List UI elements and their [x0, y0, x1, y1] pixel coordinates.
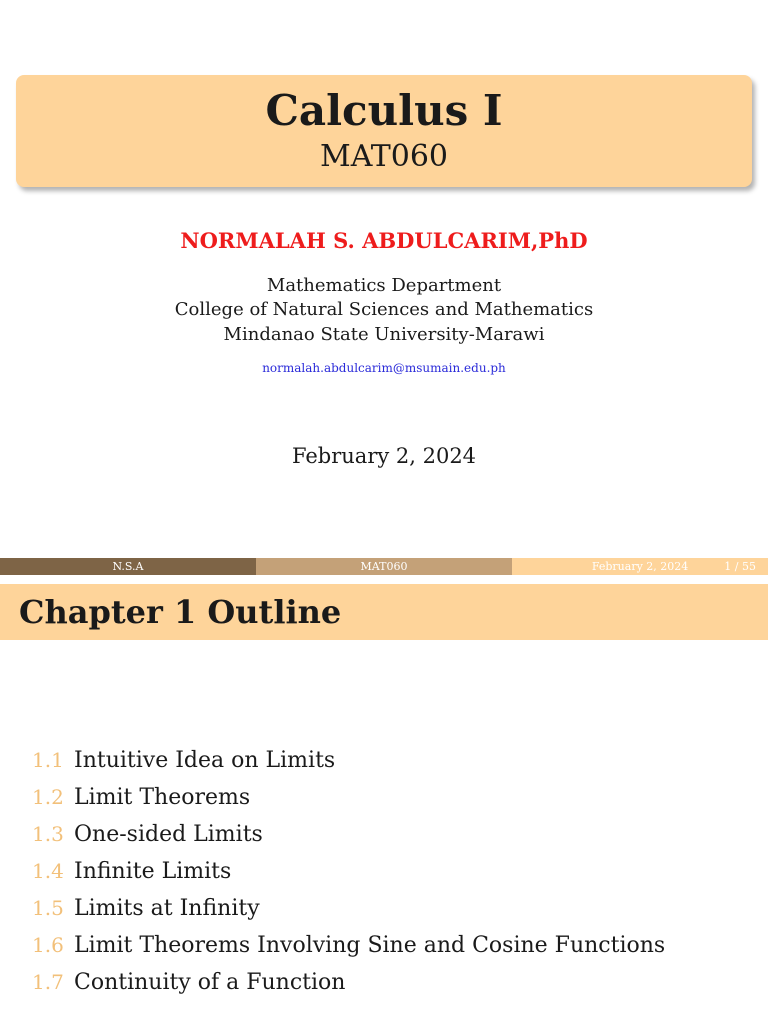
outline-item[interactable] — [32, 890, 752, 927]
outline-item[interactable] — [32, 742, 752, 779]
title-box — [16, 75, 752, 187]
outline-list — [32, 742, 752, 1001]
presentation-date: February 2, 2024 — [291, 444, 477, 468]
outline-item[interactable] — [32, 816, 752, 853]
author-email-link[interactable]: normalah.abdulcarim@msumain.edu.ph — [262, 361, 506, 375]
slide-title: Calculus I — [265, 86, 503, 135]
outline-item-number: 1.5 — [32, 896, 64, 920]
outline-item-label: Infinite Limits — [74, 859, 232, 884]
footer-date-segment — [512, 558, 768, 575]
outline-item-label: One-sided Limits — [74, 822, 263, 847]
footer-author: N.S.A — [112, 560, 144, 573]
chapter-title: Chapter 1 Outline — [19, 593, 342, 631]
outline-item-label: Limits at Infinity — [74, 896, 260, 921]
footer-date: February 2, 2024 — [591, 560, 689, 573]
outline-item-label: Limit Theorems — [74, 785, 251, 810]
institute-department: Mathematics Department — [266, 275, 502, 296]
outline-item-label: Continuity of a Function — [74, 970, 346, 995]
outline-item[interactable] — [32, 853, 752, 890]
outline-item-number: 1.3 — [32, 822, 64, 846]
outline-item-number: 1.4 — [32, 859, 64, 883]
footer-course: MAT060 — [360, 560, 408, 573]
slide-footer — [0, 558, 768, 575]
outline-item-number: 1.6 — [32, 933, 64, 957]
slide-subtitle: MAT060 — [319, 139, 448, 174]
outline-item[interactable] — [32, 779, 752, 816]
outline-item-label: Intuitive Idea on Limits — [74, 748, 336, 773]
institute-college: College of Natural Sciences and Mathematics — [174, 299, 594, 320]
footer-author-segment — [0, 558, 256, 575]
outline-item-number: 1.1 — [32, 748, 64, 772]
footer-page-number: 1 / 55 — [724, 560, 756, 573]
author-name: NORMALAH S. ABDULCARIM,PhD — [180, 228, 588, 253]
outline-item-number: 1.2 — [32, 785, 64, 809]
outline-item-number: 1.7 — [32, 970, 64, 994]
institute-university: Mindanao State University-Marawi — [223, 324, 545, 345]
outline-item[interactable] — [32, 964, 752, 1001]
footer-course-segment — [256, 558, 512, 575]
outline-header — [0, 584, 768, 640]
outline-item[interactable] — [32, 927, 752, 964]
outline-item-label: Limit Theorems Involving Sine and Cosine Functions — [74, 933, 666, 958]
